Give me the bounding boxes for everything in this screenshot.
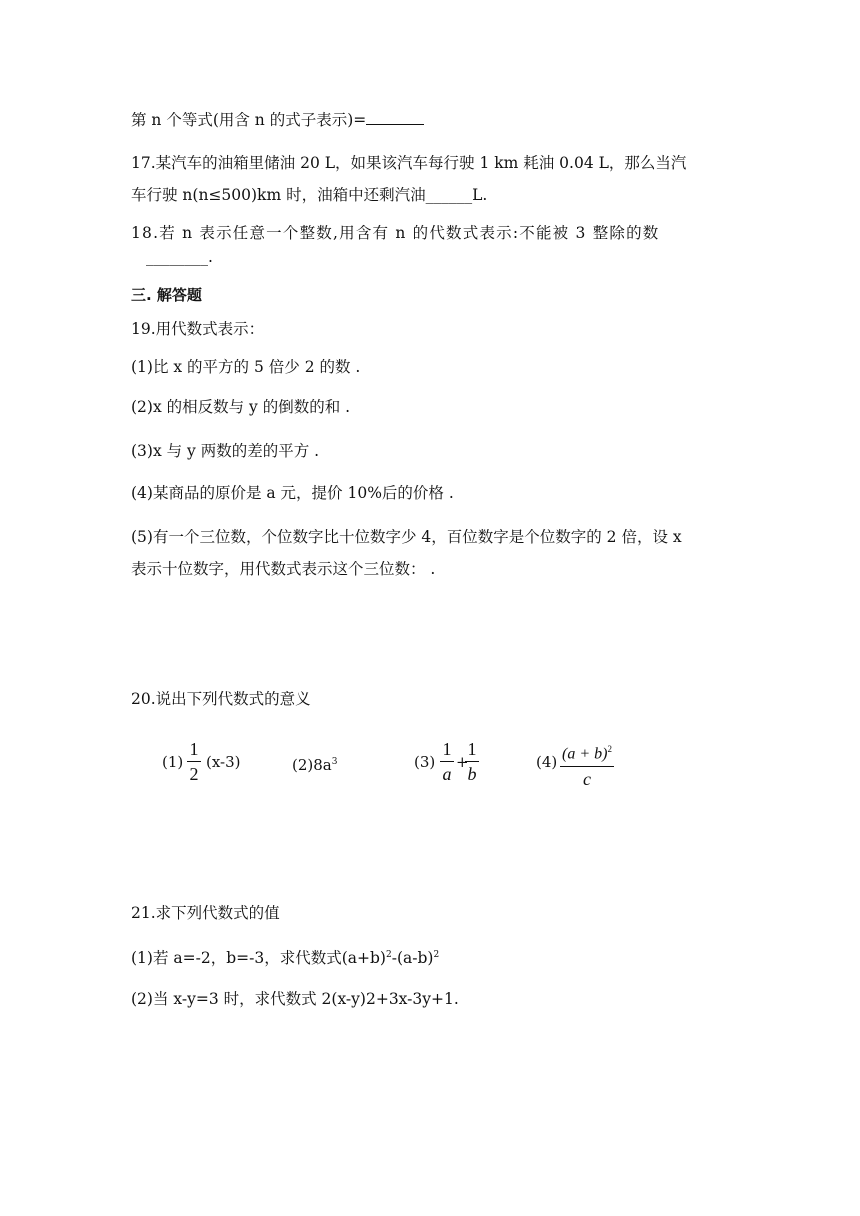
question-20-title: 20.说出下列代数式的意义 [131,690,311,708]
sequence-formula-prompt [131,108,424,131]
fraction-bar [187,761,201,762]
expr-4-denominator: c [583,769,591,790]
expr-3-fraction-1 [440,738,454,785]
question-18-line-2: ________. [146,248,213,266]
expr-1-numerator: 1 [189,739,199,759]
q21-1-mid: -(a-b) [391,949,434,968]
question-19-part-5-line-1: (5)有一个三位数，个位数字比十位数字少 4，百位数字是个位数字的 2 倍，设 x [131,528,682,546]
expr-2-label: (2)8a [292,756,332,774]
question-21-part-1 [131,944,439,969]
question-21-part-2: (2)当 x-y=3 时，求代数式 2(x-y)2+3x-3y+1. [131,990,459,1008]
expr-1-label: (1) [162,753,184,771]
expr-4-numerator [560,738,614,765]
prompt-text: 第 n 个等式(用含 n 的式子表示)= [131,111,367,129]
expr-1-denominator: 2 [189,764,199,784]
expr-4-label: (4) [536,753,558,771]
expr-2-exponent: 3 [331,757,338,767]
expr-1-fraction [187,738,201,785]
expr-1-rest: (x-3) [206,753,241,771]
expr-3-plus: + [456,753,469,771]
question-19-part-3: (3)x 与 y 两数的差的平方 . [131,442,320,460]
q21-1-exponent-2: 2 [433,950,440,960]
fraction-bar [465,761,479,762]
expr-3-numerator-2: 1 [467,739,477,759]
question-19-title: 19.用代数式表示： [131,320,265,338]
q21-1-main: (1)若 a=-2，b=-3，求代数式(a+b) [131,949,386,968]
answer-blank [366,108,424,125]
expr-4-exponent: 2 [607,744,612,754]
question-19-part-1: (1)比 x 的平方的 5 倍少 2 的数 . [131,358,361,376]
expr-3-denominator-2: b [467,764,477,784]
fraction-bar [440,761,454,762]
expr-3-fraction-2 [465,738,479,785]
question-21-title: 21.求下列代数式的值 [131,904,280,922]
expr-4-numerator-base: (a + b) [562,745,608,763]
expr-4-fraction [560,738,614,790]
expr-2 [292,752,337,775]
q21-1-exponent-1: 2 [385,950,392,960]
question-19-part-5-line-2: 表示十位数字，用代数式表示这个三位数： . [131,560,436,578]
question-19-part-4: (4)某商品的原价是 a 元，提价 10%后的价格 . [131,484,454,502]
question-17-line-2: 车行驶 n(n≤500)km 时，油箱中还剩汽油______L. [131,186,488,204]
expr-3-denominator-1: a [442,764,452,784]
fraction-bar [560,766,614,767]
question-17-line-1: 17.某汽车的油箱里储油 20 L，如果该汽车每行驶 1 km 耗油 0.04 L，那么当汽 [131,154,687,172]
expr-3-label: (3) [414,753,436,771]
question-19-part-2: (2)x 的相反数与 y 的倒数的和 . [131,398,351,416]
section-heading-answer-questions: 三. 解答题 [131,286,202,304]
expr-3-numerator-1: 1 [442,739,452,759]
question-18-line-1: 18.若 n 表示任意一个整数,用含有 n 的代数式表示:不能被 3 整除的数 [131,224,660,242]
